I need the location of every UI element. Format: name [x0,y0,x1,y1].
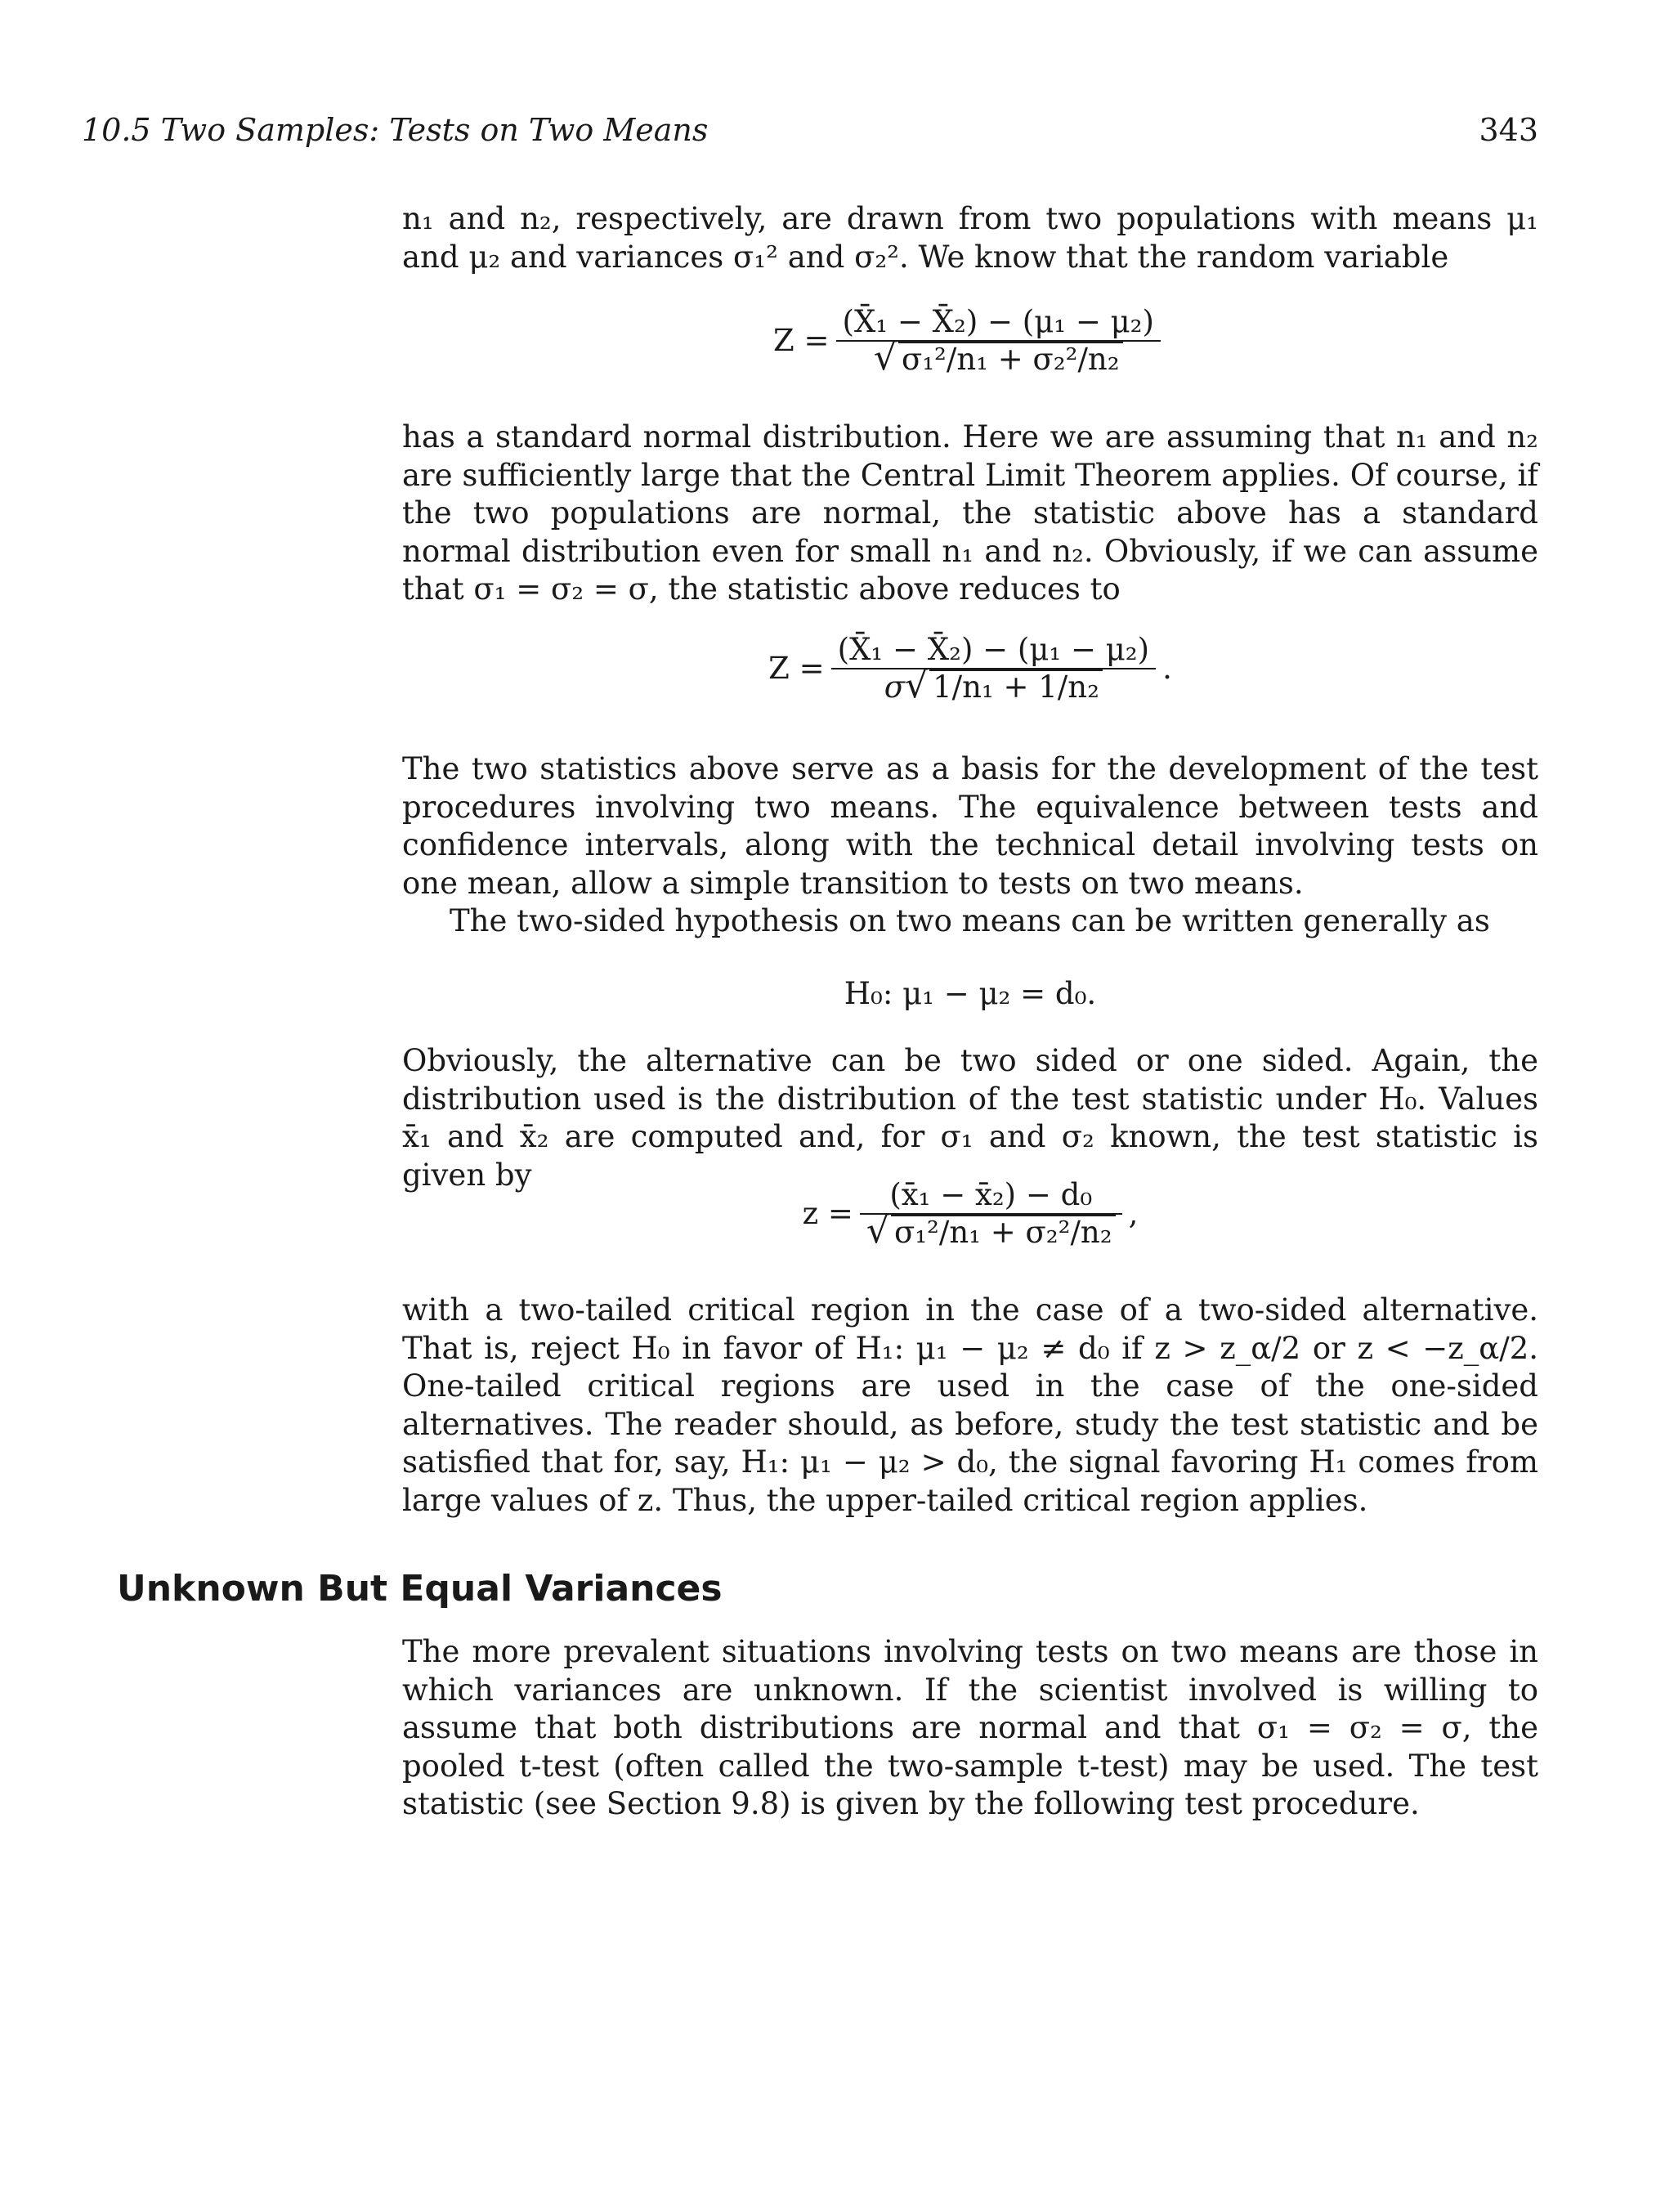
equation-punctuation: . [1162,651,1172,686]
denominator [878,665,1109,706]
paragraph-text: The two-sided hypothesis on two means can be written generally as [450,903,1490,939]
paragraph-text: n₁ and n₂, respectively, are drawn from two populations with means μ₁ and μ₂ and variances σ₁² and σ₂². We know that the random variable [402,201,1538,275]
fraction [831,632,1156,705]
paragraph-clt [402,419,1538,609]
sqrt-symbol: √ [873,337,897,378]
denominator [867,337,1130,378]
paragraph-basis [402,750,1538,941]
equation-test-statistic [402,1177,1538,1275]
radicand: σ₁²/n₁ + σ₂²/n₂ [898,342,1123,376]
sqrt-symbol: √ [866,1210,889,1252]
hypothesis-text: H₀: μ₁ − μ₂ = d₀. [844,976,1097,1011]
paragraph-text: with a two-tailed critical region in the case of a two-sided alternative. That is, reject H₀ in favor of H₁: μ₁ − μ₂ ≠ d₀ if z > z_α/2 or z < −z_α/2. One-tailed critical regions are used in the case of the one-sided alternatives. The reader should, as before, study the test statistic and be satisfied that for, say, H₁: μ₁ − μ₂ > d₀, the signal favoring H₁ comes from large values of z. Thus, the upper-tailed critical region applies. [402,1292,1538,1518]
fraction [860,1177,1122,1251]
paragraph-alternative [402,1042,1538,1194]
equation-punctuation: , [1128,1196,1139,1231]
page-number: 343 [1479,112,1538,148]
paragraph-critical-region [402,1292,1538,1520]
fraction [836,304,1161,378]
equation-lhs: z = [802,1196,853,1231]
denominator [860,1210,1122,1252]
running-head [82,109,1538,151]
paragraph-pooled-t [402,1633,1538,1824]
numerator: (X̄₁ − X̄₂) − (μ₁ − μ₂) [837,632,1150,667]
paragraph-text: Obviously, the alternative can be two sided or one sided. Again, the distribution used is the distribution of the test statistic under H₀. Values x̄₁ and x̄₂ are computed and, for σ₁ and σ₂ known, the test statistic is given by [402,1043,1538,1193]
equation-z-equal-variance [402,632,1538,730]
numerator: (x̄₁ − x̄₂) − d₀ [889,1177,1093,1212]
section-title: 10.5 Two Samples: Tests on Two Means [82,112,709,148]
paragraph-intro [402,200,1538,276]
section-heading: Unknown But Equal Variances [117,1568,723,1610]
paragraph-text: The two statistics above serve as a basis for the development of the test procedures involving two means. The equivalence between tests and confidence intervals, along with the technical detail involving tests on one mean, allow a simple transition to tests on two means. [402,751,1538,901]
equation-null-hypothesis [402,975,1538,1016]
radicand: 1/n₁ + 1/n₂ [929,669,1103,704]
equation-lhs: Z = [773,323,830,358]
equation-lhs: Z = [768,651,825,686]
paragraph-text: has a standard normal distribution. Here we are assuming that n₁ and n₂ are sufficiently large that the Central Limit Theorem applies. Of course, if the two populations are normal, the statistic above has a standard normal distribution even for small n₁ and n₂. Obviously, if we can assume that σ₁ = σ₂ = σ, the statistic above reduces to [402,419,1538,607]
numerator: (X̄₁ − X̄₂) − (μ₁ − μ₂) [842,304,1154,339]
radicand: σ₁²/n₁ + σ₂²/n₂ [891,1215,1116,1249]
equation-z-unequal [402,304,1538,402]
denominator-prefix: σ [884,669,906,705]
paragraph-text: The more prevalent situations involving tests on two means are those in which variances are unknown. If the scientist involved is willing to assume that both distributions are normal and that σ₁ = σ₂ = σ, the pooled t-test (often called the two-sample t-test) may be used. The test statistic (see Section 9.8) is given by the following test procedure. [402,1634,1538,1822]
sqrt-symbol: √ [905,665,929,706]
